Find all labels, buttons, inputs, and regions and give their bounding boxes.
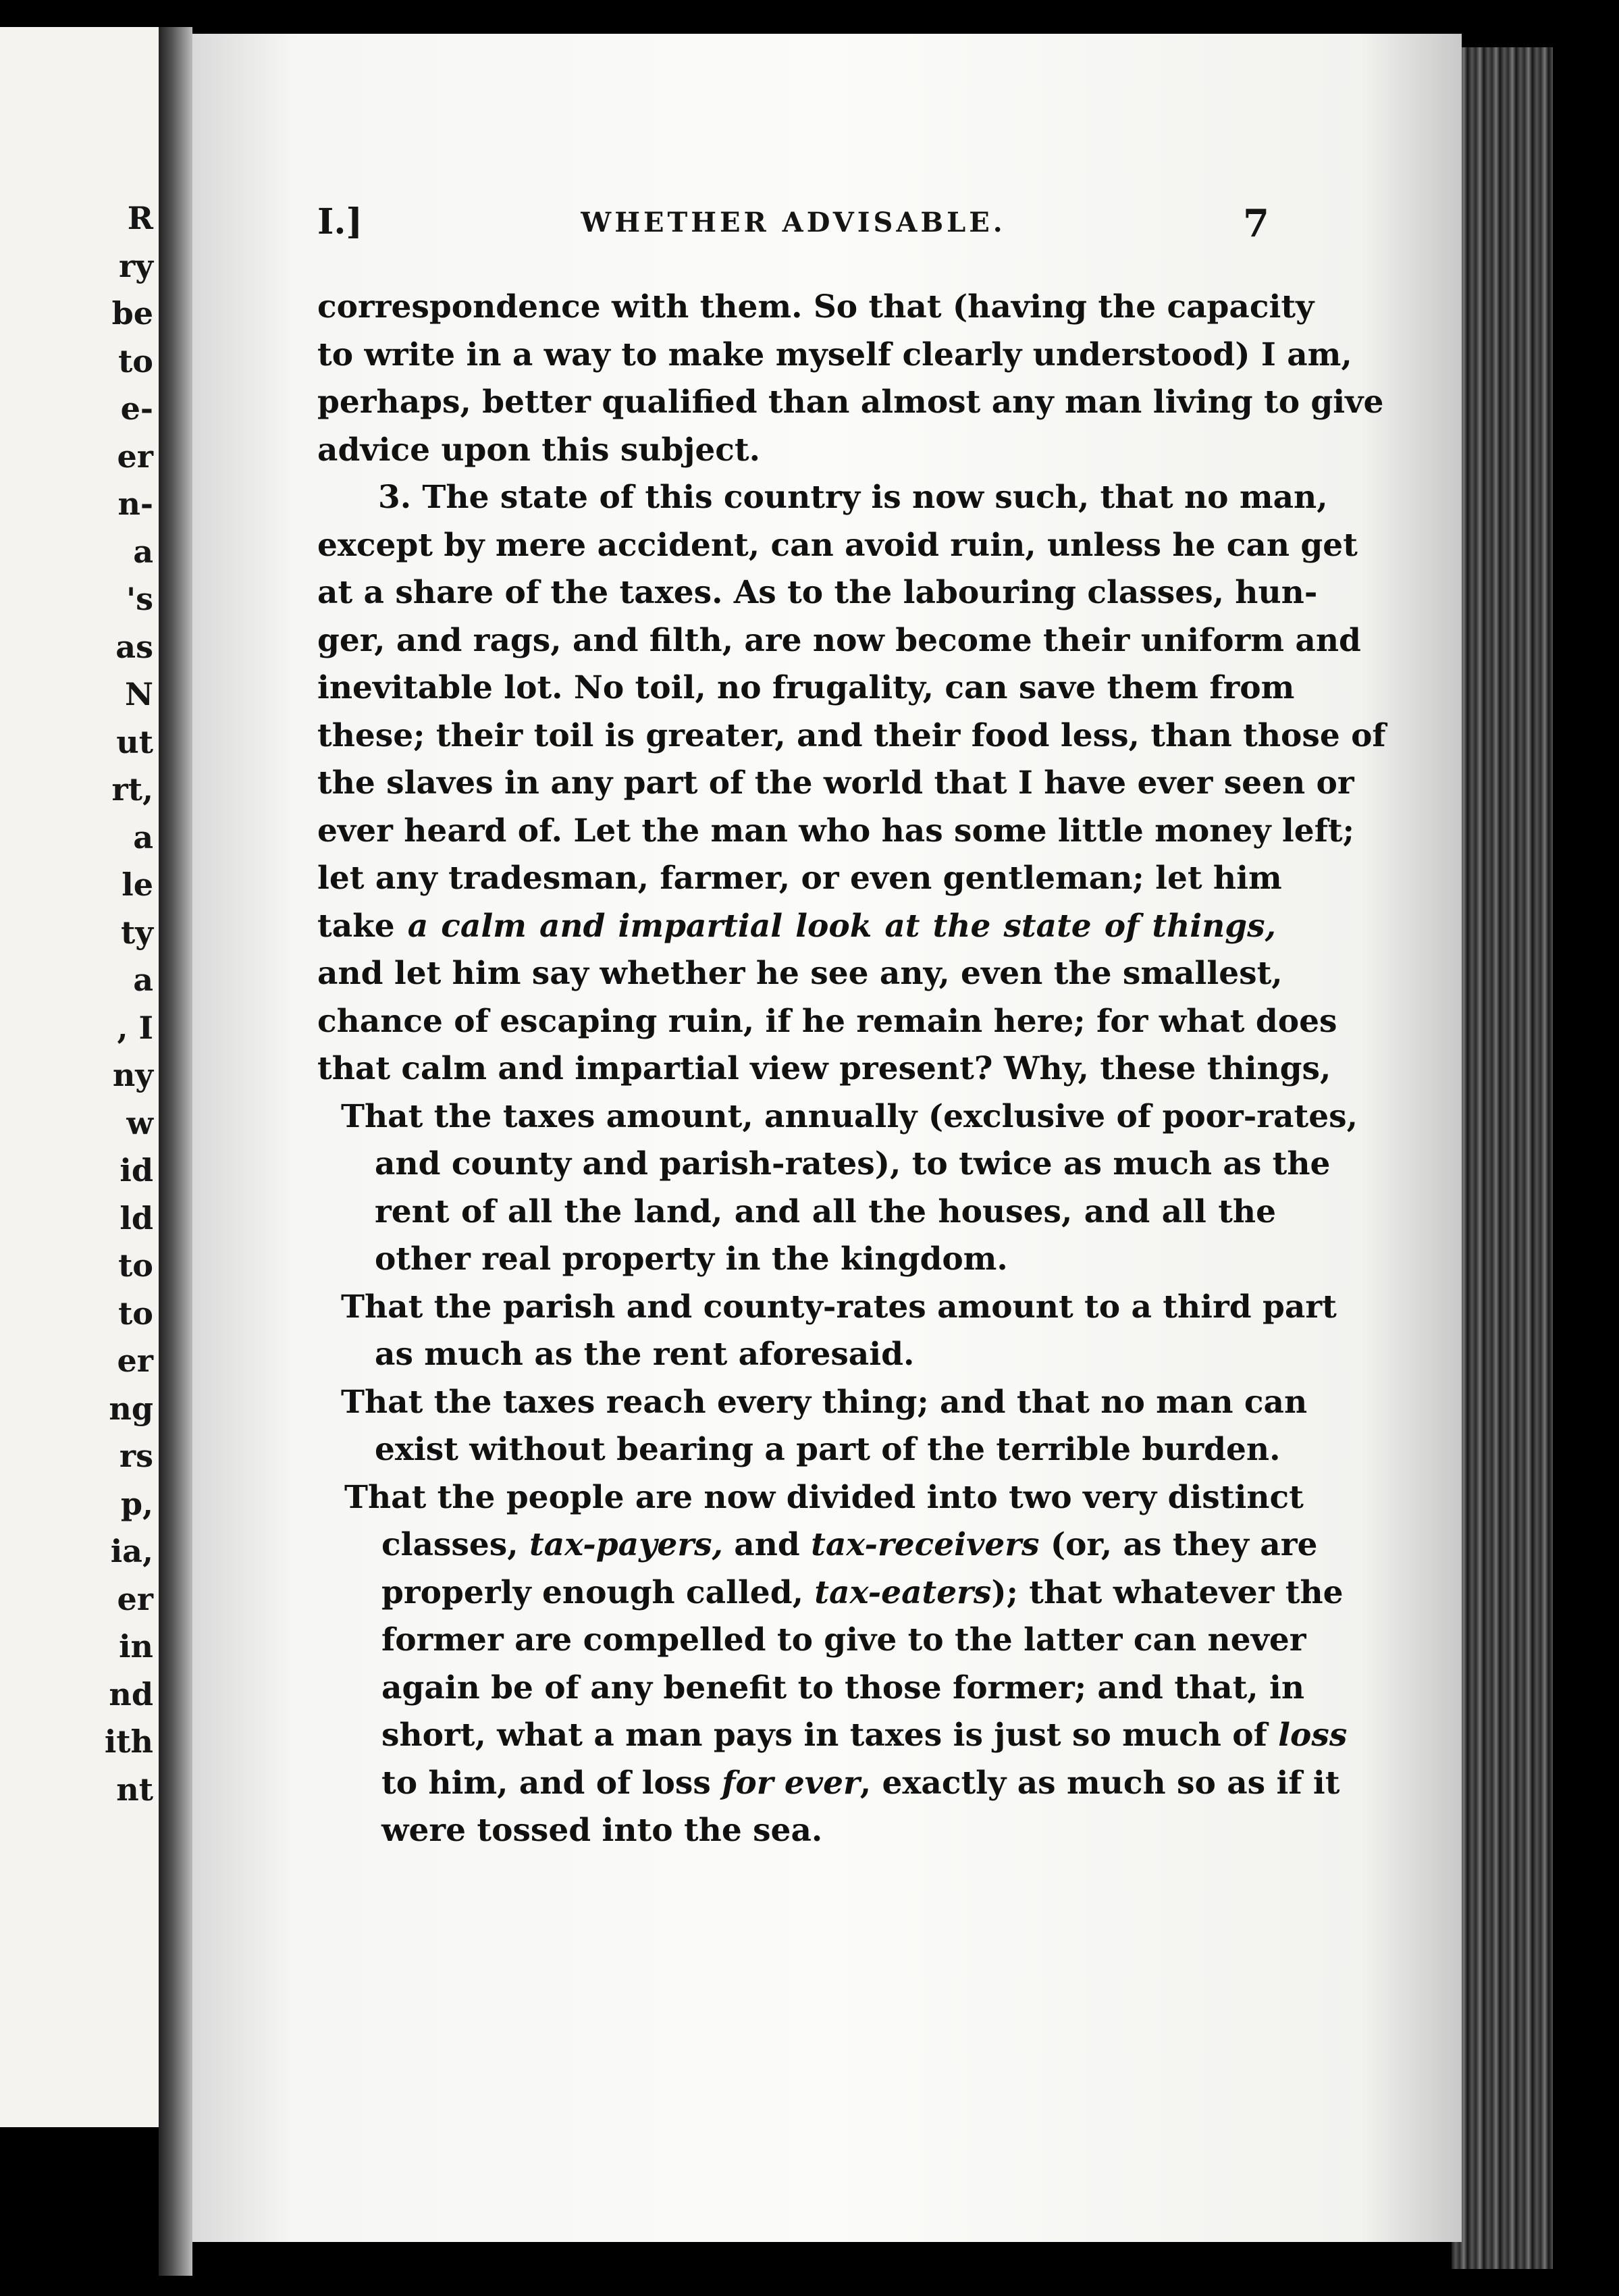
left-page-fragment: as xyxy=(115,628,153,665)
left-page-fragment: ty xyxy=(121,914,153,951)
italic-phrase: a calm and impartial look at the state of things, xyxy=(407,907,1276,945)
left-page-fragment: id xyxy=(120,1152,153,1189)
left-page-fragment: to xyxy=(118,1295,153,1332)
left-page-fragment: a xyxy=(133,962,153,998)
text-line: other real property in the kingdom. xyxy=(375,1241,1008,1278)
left-page-fragment: ia, xyxy=(110,1533,153,1569)
text-segment: take xyxy=(317,907,408,945)
left-page-fragment: w xyxy=(126,1104,153,1141)
italic-term: tax-payers, xyxy=(529,1526,723,1563)
text-line: as much as the rent aforesaid. xyxy=(375,1336,915,1373)
italic-term: loss xyxy=(1278,1717,1348,1754)
text-segment: classes, xyxy=(381,1526,529,1563)
left-page-fragment: rs xyxy=(119,1438,153,1474)
text-segment: short, what a man pays in taxes is just so much of xyxy=(381,1717,1279,1754)
list-item xyxy=(341,1379,1308,1474)
italic-term: tax-receivers xyxy=(811,1526,1040,1563)
left-page-fragment: er xyxy=(117,1342,153,1379)
text-segment: , exactly as much so as if it xyxy=(859,1764,1340,1802)
text-line: correspondence with them. So that (having the capacity xyxy=(317,288,1315,325)
left-page-fragment: ng xyxy=(109,1390,153,1427)
text-line: ger, and rags, and filth, are now become their uniform and xyxy=(317,621,1361,659)
left-page-fragment: R xyxy=(127,200,153,236)
text-line: let any tradesman, farmer, or even gentleman; let him xyxy=(317,860,1282,897)
section-marker: I.] xyxy=(317,201,363,242)
left-page-fragment: a xyxy=(133,533,153,570)
text-segment: (or, as they are xyxy=(1039,1526,1318,1563)
italic-term: tax-eaters xyxy=(814,1573,992,1611)
left-page-fragment: a xyxy=(133,818,153,856)
paragraph-continuation xyxy=(317,284,1384,474)
left-page-fragment: p, xyxy=(120,1485,153,1522)
book-gutter xyxy=(159,27,192,2276)
text-line: were tossed into the sea. xyxy=(381,1812,823,1849)
text-line xyxy=(358,1760,1340,1808)
text-line: again be of any benefit to those former; and that, in xyxy=(381,1669,1305,1706)
left-page-fragment: er xyxy=(117,1580,153,1617)
list-item xyxy=(344,1474,1348,1855)
left-page-fragment: ld xyxy=(120,1199,153,1236)
text-line: to write in a way to make myself clearly understood) I am, xyxy=(317,336,1352,373)
left-page-fragment: 's xyxy=(126,581,153,617)
text-line xyxy=(317,903,1276,951)
left-page-fragment: n- xyxy=(117,486,153,522)
text-line: except by mere accident, can avoid ruin, unless he can get xyxy=(317,526,1358,564)
left-page-fragment: le xyxy=(122,866,153,903)
left-page-fragment: nd xyxy=(109,1675,153,1713)
text-line: rent of all the land, and all the houses, and all the xyxy=(375,1193,1276,1230)
text-line: the slaves in any part of the world that I have ever seen or xyxy=(317,764,1354,802)
text-line: That the people are now divided into two very distinct xyxy=(344,1478,1304,1516)
left-page-fragment: to xyxy=(118,1247,153,1284)
page-number: 7 xyxy=(1243,201,1269,246)
italic-term: for ever xyxy=(722,1764,860,1802)
text-line: exist without bearing a part of the terrible burden. xyxy=(375,1431,1281,1468)
text-line: That the taxes reach every thing; and that no man can xyxy=(341,1383,1308,1421)
text-segment: ); that whatever the xyxy=(991,1573,1344,1611)
page-body xyxy=(317,284,1386,1855)
left-page-fragment: ry xyxy=(119,247,153,284)
left-facing-page xyxy=(0,27,159,2127)
left-page-fragment: ny xyxy=(112,1057,153,1093)
list-item xyxy=(341,1093,1358,1284)
text-line: and let him say whether he see any, even the smallest, xyxy=(317,955,1283,992)
text-line xyxy=(358,1569,1344,1617)
text-line: advice upon this subject. xyxy=(317,431,760,469)
left-page-fragment: ith xyxy=(104,1723,153,1760)
left-page-fragment: to xyxy=(118,342,153,380)
text-line: and county and parish-rates), to twice as much as the xyxy=(375,1145,1331,1182)
running-title: WHETHER ADVISABLE. xyxy=(581,207,1006,238)
left-page-fragment: e- xyxy=(120,390,153,427)
running-header xyxy=(317,201,1269,249)
text-line: that calm and impartial view present? Why, these things, xyxy=(317,1050,1331,1087)
left-page-fragment: in xyxy=(119,1628,153,1665)
text-line: perhaps, better qualified than almost any man living to give xyxy=(317,384,1384,421)
text-line: former are compelled to give to the latter can never xyxy=(381,1621,1306,1659)
text-line: chance of escaping ruin, if he remain here; for what does xyxy=(317,1002,1337,1040)
page-edges xyxy=(1452,47,1553,2269)
text-line: ever heard of. Let the man who has some little money left; xyxy=(317,812,1354,850)
paragraph-3 xyxy=(317,474,1386,1093)
left-page-fragment: er xyxy=(117,438,153,475)
text-line xyxy=(358,1712,1348,1760)
text-line: That the parish and county-rates amount to a third part xyxy=(341,1288,1337,1326)
left-page-fragment: nt xyxy=(116,1771,153,1808)
left-page-fragment: ut xyxy=(116,723,153,760)
left-page-fragment: be xyxy=(111,295,153,332)
text-segment: properly enough called, xyxy=(381,1573,815,1611)
text-line: these; their toil is greater, and their food less, than those of xyxy=(317,716,1386,754)
text-segment: and xyxy=(722,1526,812,1563)
text-segment: to him, and of loss xyxy=(381,1764,722,1802)
text-line: 3. The state of this country is now such, that no man, xyxy=(378,479,1328,516)
text-line: inevitable lot. No toil, no frugality, can save them from xyxy=(317,669,1295,706)
left-page-fragment: rt, xyxy=(111,771,153,808)
left-page-fragment: N xyxy=(124,676,153,712)
text-line: at a share of the taxes. As to the labouring classes, hun- xyxy=(317,574,1318,611)
left-page-fragment: , I xyxy=(117,1009,153,1046)
list-item xyxy=(341,1284,1337,1379)
text-line: That the taxes amount, annually (exclusive of poor-rates, xyxy=(341,1097,1358,1135)
text-line xyxy=(358,1521,1318,1569)
